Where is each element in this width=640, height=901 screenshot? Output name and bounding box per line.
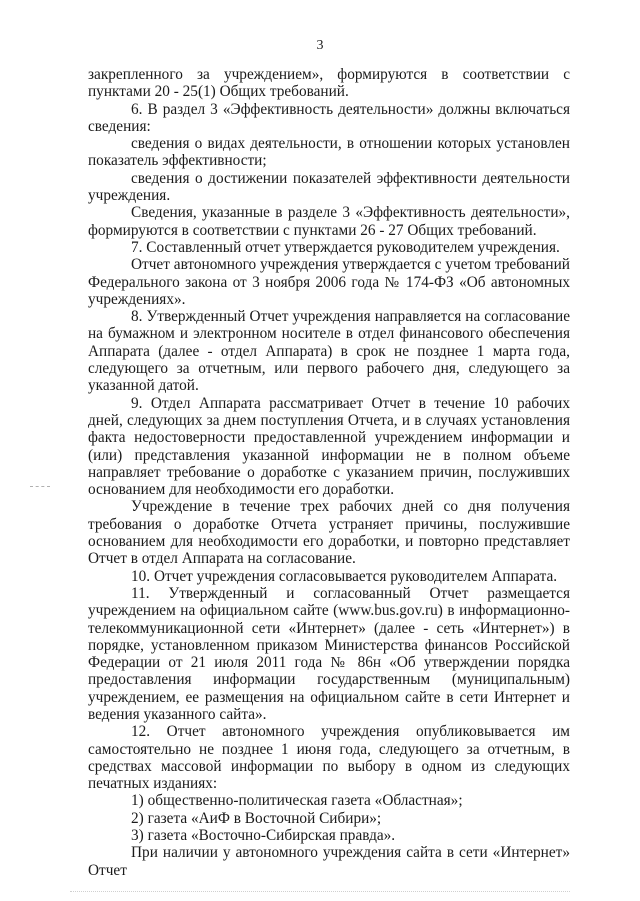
- paragraph-7: Отчет автономного учреждения утверждается с учетом требований Федерального закона от 3 ноября 2006 года № 174-ФЗ «Об автономных учреждениях».: [88, 256, 570, 308]
- paragraph-last: При наличии у автономного учреждения сайта в сети «Интернет» Отчет: [88, 844, 570, 879]
- paragraph-13: 12. Отчет автономного учреждения опубликовывается им самостоятельно не позднее 1 июня года, следующего за отчетным, в средствах массовой информации по выбору в одном из следующих печатных изданиях:: [88, 723, 570, 793]
- paragraph-6: 7. Составленный отчет утверждается руководителем учреждения.: [131, 238, 560, 256]
- paragraph-4: сведения о достижении показателей эффективности деятельности учреждения.: [88, 169, 570, 205]
- scan-bottom-artifact: [70, 891, 570, 892]
- paragraph-11: 10. Отчет учреждения согласовывается руководителем Аппарата.: [131, 567, 558, 585]
- list-item-1: 1) общественно-политическая газета «Областная»;: [131, 792, 463, 810]
- paragraph-2: 6. В раздел 3 «Эффективность деятельности» должны включаться сведения:: [88, 100, 570, 135]
- document-body: [88, 66, 570, 879]
- paragraph-8: 8. Утвержденный Отчет учреждения направляется на согласование на бумажном и электронном носителе в отдел финансового обеспечения Аппарата (далее - отдел Аппарата) в срок не позднее 1 марта года, следующего за отчетным, или первого рабочего дня, следующего за указанной датой.: [88, 308, 570, 395]
- paragraph-1: закрепленного за учреждением», формируются в соответствии с пунктами 20 - 25(1) Общих требований.: [88, 66, 570, 101]
- list-item-2: 2) газета «АиФ в Восточной Сибири»;: [131, 809, 382, 827]
- paragraph-3: сведения о видах деятельности, в отношении которых установлен показатель эффективности;: [88, 135, 570, 170]
- margin-scan-mark: [30, 486, 50, 487]
- paragraph-12: 11. Утвержденный и согласованный Отчет размещается учреждением на официальном сайте (www.bus.gov.ru) в информационно-телекоммуникационной сети «Интернет» (далее - сеть «Интернет») в порядке, установленном приказом Министерства финансов Российской Федерации от 21 июля 2011 года № 86н «Об утверждении порядка предоставления информации государственным (муниципальным) учреждением, ее размещения на официальном сайте в сети Интернет и ведения указанного сайта».: [88, 584, 570, 723]
- page-number: 3: [316, 38, 324, 53]
- paragraph-10: Учреждение в течение трех рабочих дней со дня получения требования о доработке Отчета устраняет причины, послужившие основанием для необходимости его доработки, и повторно представляет Отчет в отдел Аппарата на согласование.: [88, 498, 570, 568]
- list-item-3: 3) газета «Восточно-Сибирская правда».: [131, 827, 396, 845]
- paragraph-9: 9. Отдел Аппарата рассматривает Отчет в течение 10 рабочих дней, следующих за днем поступления Отчета, и в случаях установления факта недостоверности предоставленной учреждением информации и (или) представления указанной информации не в полном объеме направляет требование о доработке с указанием причин, послуживших основанием для необходимости его доработки.: [88, 394, 570, 499]
- paragraph-5: Сведения, указанные в разделе 3 «Эффективность деятельности», формируются в соответствии с пунктами 26 - 27 Общих требований.: [88, 204, 570, 239]
